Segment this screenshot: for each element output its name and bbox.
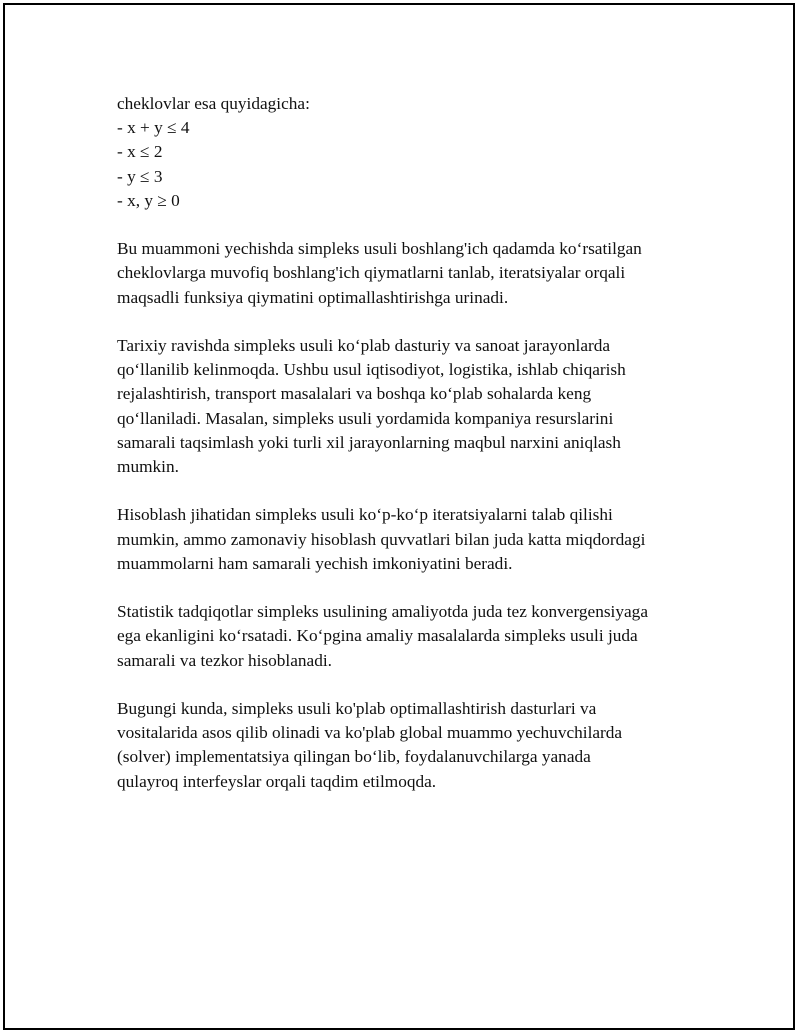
paragraph-line: Hisoblash jihatidan simpleks usuli ko‘p-ko‘p iteratsiyalarni talab qilishi: [117, 505, 613, 525]
paragraph-line: qo‘llaniladi. Masalan, simpleks usuli yordamida kompaniya resurslarini: [117, 408, 614, 428]
constraint-item: - x ≤ 2: [117, 142, 163, 162]
paragraph-line: Tarixiy ravishda simpleks usuli ko‘plab dasturiy va sanoat jarayonlarda: [117, 336, 611, 355]
paragraph-history: [117, 334, 717, 479]
paragraph-computation: [117, 503, 717, 576]
paragraph-simplex-start: [117, 237, 717, 310]
paragraph-gap: [117, 310, 717, 334]
paragraph-gap: [117, 576, 717, 600]
paragraph-line: qo‘llanilib kelinmoqda. Ushbu usul iqtisodiyot, logistika, ishlab chiqarish: [117, 360, 626, 380]
constraint-item: - x, y ≥ 0: [117, 190, 180, 210]
constraint-item: - x + y ≤ 4: [117, 118, 190, 138]
paragraph-line: (solver) implementatsiya qilingan bo‘lib, foydalanuvchilarga yanada: [117, 747, 591, 767]
paragraph-statistics: [117, 600, 717, 673]
paragraph-gap: [117, 479, 717, 503]
paragraph-line: mumkin, ammo zamonaviy hisoblash quvvatlari bilan juda katta miqdordagi: [117, 529, 646, 549]
paragraph-line: cheklovlarga muvofiq boshlang'ich qiymatlarni tanlab, iteratsiyalar orqali: [117, 263, 626, 283]
paragraph-line: Bu muammoni yechishda simpleks usuli boshlang'ich qadamda ko‘rsatilgan: [117, 239, 642, 259]
paragraph-gap: [117, 213, 717, 237]
paragraph-line: samarali taqsimlash yoki turli xil jarayonlarning maqbul narxini aniqlash: [117, 432, 621, 452]
paragraph-line: ega ekanligini ko‘rsatadi. Ko‘pgina amaliy masalalarda simpleks usuli juda: [117, 626, 638, 646]
constraints-block: [117, 92, 717, 213]
paragraph-line: Statistik tadqiqotlar simpleks usulining amaliyotda juda tez konvergensiyaga: [117, 602, 648, 622]
paragraph-today: [117, 697, 717, 794]
paragraph-line: vositalarida asos qilib olinadi va ko'plab global muammo yechuvchilarda: [117, 723, 623, 743]
paragraph-gap: [117, 673, 717, 697]
paragraph-line: qulayroq interfeyslar orqali taqdim etilmoqda.: [117, 771, 437, 791]
paragraph-line: samarali va tezkor hisoblanadi.: [117, 650, 332, 670]
paragraph-line: maqsadli funksiya qiymatini optimallashtirishga urinadi.: [117, 287, 509, 307]
document-body: [117, 92, 717, 794]
paragraph-line: rejalashtirish, transport masalalari va boshqa ko‘plab sohalarda keng: [117, 384, 592, 404]
constraints-intro: cheklovlar esa quyidagicha:: [117, 94, 310, 113]
paragraph-line: muammolarni ham samarali yechish imkoniyatini beradi.: [117, 553, 513, 573]
paragraph-line: Bugungi kunda, simpleks usuli ko'plab optimallashtirish dasturlari va: [117, 699, 597, 718]
paragraph-line: mumkin.: [117, 457, 179, 477]
constraint-item: - y ≤ 3: [117, 166, 163, 186]
